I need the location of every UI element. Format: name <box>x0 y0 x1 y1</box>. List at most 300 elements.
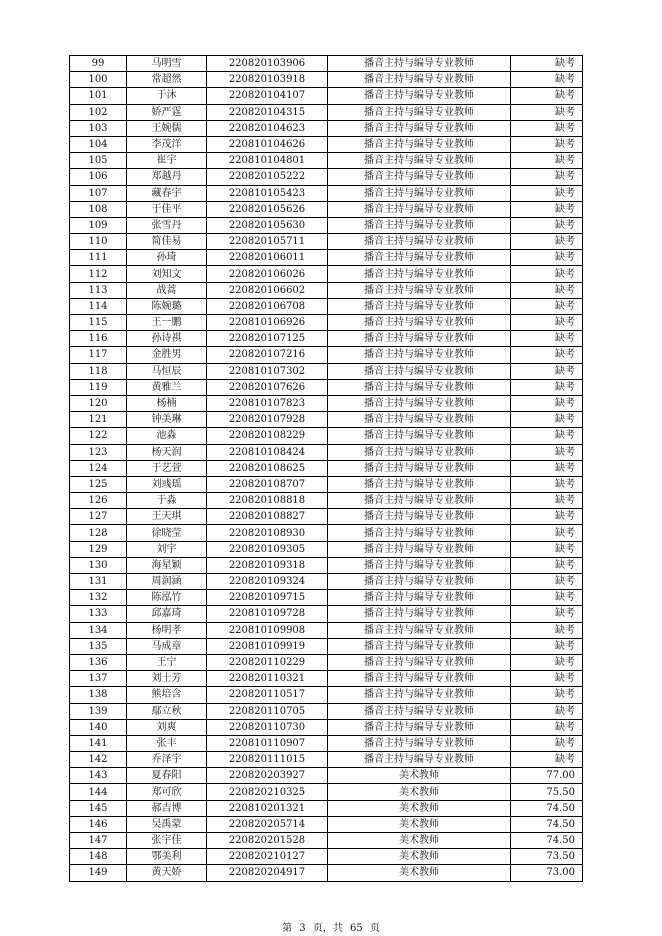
exam-result-cell: 缺考 <box>511 347 583 363</box>
exam-result-cell: 缺考 <box>511 153 583 169</box>
position-name-cell: 播音主持与编导专业教师 <box>328 185 511 201</box>
row-number-cell: 107 <box>70 185 127 201</box>
row-number-cell: 131 <box>70 574 127 590</box>
row-number-cell: 141 <box>70 735 127 751</box>
table-row <box>70 363 583 379</box>
position-name-cell: 播音主持与编导专业教师 <box>328 136 511 152</box>
row-number-cell: 100 <box>70 72 127 88</box>
exam-result-cell: 缺考 <box>511 574 583 590</box>
candidate-name-cell: 于沐 <box>127 88 207 104</box>
position-name-cell: 播音主持与编导专业教师 <box>328 752 511 768</box>
ticket-number-cell: 220820106026 <box>207 266 328 282</box>
ticket-number-cell: 220820109305 <box>207 541 328 557</box>
table-row <box>70 169 583 185</box>
row-number-cell: 134 <box>70 622 127 638</box>
position-name-cell: 播音主持与编导专业教师 <box>328 412 511 428</box>
exam-result-cell: 74.50 <box>511 800 583 816</box>
table-row <box>70 816 583 832</box>
exam-result-cell: 缺考 <box>511 266 583 282</box>
table-row <box>70 298 583 314</box>
exam-result-cell: 74.50 <box>511 816 583 832</box>
position-name-cell: 播音主持与编导专业教师 <box>328 363 511 379</box>
row-number-cell: 120 <box>70 395 127 411</box>
position-name-cell: 播音主持与编导专业教师 <box>328 574 511 590</box>
ticket-number-cell: 220820108625 <box>207 460 328 476</box>
ticket-number-cell: 220820201528 <box>207 833 328 849</box>
row-number-cell: 108 <box>70 201 127 217</box>
position-name-cell: 播音主持与编导专业教师 <box>328 315 511 331</box>
position-name-cell: 美术教师 <box>328 784 511 800</box>
exam-result-cell: 缺考 <box>511 88 583 104</box>
row-number-cell: 112 <box>70 266 127 282</box>
row-number-cell: 130 <box>70 557 127 573</box>
row-number-cell: 145 <box>70 800 127 816</box>
candidate-name-cell: 王婉儒 <box>127 120 207 136</box>
ticket-number-cell: 220820108827 <box>207 509 328 525</box>
position-name-cell: 播音主持与编导专业教师 <box>328 331 511 347</box>
ticket-number-cell: 220810201321 <box>207 800 328 816</box>
row-number-cell: 109 <box>70 217 127 233</box>
position-name-cell: 播音主持与编导专业教师 <box>328 735 511 751</box>
ticket-number-cell: 220820108229 <box>207 428 328 444</box>
results-table-body <box>70 56 583 882</box>
exam-result-cell: 缺考 <box>511 590 583 606</box>
table-row <box>70 444 583 460</box>
ticket-number-cell: 220820109715 <box>207 590 328 606</box>
position-name-cell: 播音主持与编导专业教师 <box>328 460 511 476</box>
table-row <box>70 331 583 347</box>
candidate-name-cell: 钟美琳 <box>127 412 207 428</box>
position-name-cell: 播音主持与编导专业教师 <box>328 298 511 314</box>
row-number-cell: 143 <box>70 768 127 784</box>
position-name-cell: 播音主持与编导专业教师 <box>328 703 511 719</box>
position-name-cell: 美术教师 <box>328 849 511 865</box>
exam-result-cell: 缺考 <box>511 703 583 719</box>
candidate-name-cell: 张丰 <box>127 735 207 751</box>
ticket-number-cell: 220820110517 <box>207 687 328 703</box>
row-number-cell: 123 <box>70 444 127 460</box>
position-name-cell: 美术教师 <box>328 865 511 881</box>
candidate-name-cell: 王天琪 <box>127 509 207 525</box>
ticket-number-cell: 220820109318 <box>207 557 328 573</box>
ticket-number-cell: 220820107216 <box>207 347 328 363</box>
candidate-name-cell: 海星颖 <box>127 557 207 573</box>
table-row <box>70 234 583 250</box>
ticket-number-cell: 220820103918 <box>207 72 328 88</box>
exam-result-cell: 缺考 <box>511 557 583 573</box>
table-row <box>70 541 583 557</box>
position-name-cell: 播音主持与编导专业教师 <box>328 622 511 638</box>
position-name-cell: 播音主持与编导专业教师 <box>328 476 511 492</box>
exam-result-cell: 缺考 <box>511 395 583 411</box>
position-name-cell: 美术教师 <box>328 768 511 784</box>
table-row <box>70 574 583 590</box>
position-name-cell: 播音主持与编导专业教师 <box>328 56 511 72</box>
ticket-number-cell: 220820109324 <box>207 574 328 590</box>
row-number-cell: 116 <box>70 331 127 347</box>
ticket-number-cell: 220810107302 <box>207 363 328 379</box>
exam-result-cell: 缺考 <box>511 104 583 120</box>
page-footer <box>0 919 662 934</box>
candidate-name-cell: 郑越丹 <box>127 169 207 185</box>
ticket-number-cell: 220820204917 <box>207 865 328 881</box>
row-number-cell: 103 <box>70 120 127 136</box>
candidate-name-cell: 刘彧瑶 <box>127 476 207 492</box>
ticket-number-cell: 220820108930 <box>207 525 328 541</box>
table-row <box>70 136 583 152</box>
position-name-cell: 播音主持与编导专业教师 <box>328 250 511 266</box>
candidate-name-cell: 金胜男 <box>127 347 207 363</box>
candidate-name-cell: 李茂洋 <box>127 136 207 152</box>
exam-result-cell: 缺考 <box>511 444 583 460</box>
candidate-name-cell: 刘爽 <box>127 719 207 735</box>
table-row <box>70 395 583 411</box>
exam-result-cell: 缺考 <box>511 234 583 250</box>
ticket-number-cell: 220820110730 <box>207 719 328 735</box>
exam-result-cell: 缺考 <box>511 687 583 703</box>
position-name-cell: 播音主持与编导专业教师 <box>328 557 511 573</box>
row-number-cell: 128 <box>70 525 127 541</box>
exam-result-cell: 缺考 <box>511 719 583 735</box>
table-row <box>70 687 583 703</box>
exam-result-cell: 缺考 <box>511 298 583 314</box>
row-number-cell: 133 <box>70 606 127 622</box>
ticket-number-cell: 220820107626 <box>207 379 328 395</box>
row-number-cell: 132 <box>70 590 127 606</box>
ticket-number-cell: 220820107125 <box>207 331 328 347</box>
candidate-name-cell: 于淼 <box>127 493 207 509</box>
candidate-name-cell: 孙琦 <box>127 250 207 266</box>
exam-result-cell: 缺考 <box>511 622 583 638</box>
position-name-cell: 播音主持与编导专业教师 <box>328 217 511 233</box>
ticket-number-cell: 220820106602 <box>207 282 328 298</box>
candidate-name-cell: 乔泽宇 <box>127 752 207 768</box>
exam-result-cell: 缺考 <box>511 136 583 152</box>
ticket-number-cell: 220820105626 <box>207 201 328 217</box>
table-row <box>70 752 583 768</box>
ticket-number-cell: 220810104626 <box>207 136 328 152</box>
row-number-cell: 118 <box>70 363 127 379</box>
table-row <box>70 509 583 525</box>
candidate-name-cell: 简佳易 <box>127 234 207 250</box>
candidate-name-cell: 郑可欣 <box>127 784 207 800</box>
row-number-cell: 125 <box>70 476 127 492</box>
row-number-cell: 149 <box>70 865 127 881</box>
row-number-cell: 129 <box>70 541 127 557</box>
row-number-cell: 122 <box>70 428 127 444</box>
ticket-number-cell: 220820210127 <box>207 849 328 865</box>
ticket-number-cell: 220820111015 <box>207 752 328 768</box>
ticket-number-cell: 220810105423 <box>207 185 328 201</box>
position-name-cell: 播音主持与编导专业教师 <box>328 379 511 395</box>
position-name-cell: 播音主持与编导专业教师 <box>328 282 511 298</box>
ticket-number-cell: 220810109728 <box>207 606 328 622</box>
candidate-name-cell: 徐晓莹 <box>127 525 207 541</box>
candidate-name-cell: 鄢立秋 <box>127 703 207 719</box>
ticket-number-cell: 220820105630 <box>207 217 328 233</box>
ticket-number-cell: 220810104801 <box>207 153 328 169</box>
position-name-cell: 播音主持与编导专业教师 <box>328 493 511 509</box>
exam-result-cell: 缺考 <box>511 460 583 476</box>
candidate-name-cell: 吴禹蒙 <box>127 816 207 832</box>
exam-result-cell: 缺考 <box>511 72 583 88</box>
candidate-name-cell: 张宇佳 <box>127 833 207 849</box>
position-name-cell: 美术教师 <box>328 800 511 816</box>
table-row <box>70 784 583 800</box>
row-number-cell: 148 <box>70 849 127 865</box>
table-row <box>70 185 583 201</box>
candidate-name-cell: 娇严霆 <box>127 104 207 120</box>
table-row <box>70 735 583 751</box>
row-number-cell: 106 <box>70 169 127 185</box>
position-name-cell: 播音主持与编导专业教师 <box>328 719 511 735</box>
table-row <box>70 153 583 169</box>
table-row <box>70 557 583 573</box>
position-name-cell: 播音主持与编导专业教师 <box>328 606 511 622</box>
table-row <box>70 590 583 606</box>
position-name-cell: 播音主持与编导专业教师 <box>328 525 511 541</box>
row-number-cell: 115 <box>70 315 127 331</box>
exam-result-cell: 缺考 <box>511 606 583 622</box>
candidate-name-cell: 陈泓竹 <box>127 590 207 606</box>
candidate-name-cell: 刘宇 <box>127 541 207 557</box>
row-number-cell: 104 <box>70 136 127 152</box>
table-row <box>70 347 583 363</box>
exam-result-cell: 75.50 <box>511 784 583 800</box>
row-number-cell: 139 <box>70 703 127 719</box>
footer-suffix: 页 <box>369 923 380 934</box>
candidate-name-cell: 马明雪 <box>127 56 207 72</box>
exam-result-cell: 缺考 <box>511 250 583 266</box>
exam-result-cell: 缺考 <box>511 363 583 379</box>
position-name-cell: 播音主持与编导专业教师 <box>328 88 511 104</box>
candidate-name-cell: 刘士芳 <box>127 671 207 687</box>
table-row <box>70 703 583 719</box>
ticket-number-cell: 220820105711 <box>207 234 328 250</box>
candidate-name-cell: 常超然 <box>127 72 207 88</box>
candidate-name-cell: 张雪丹 <box>127 217 207 233</box>
row-number-cell: 144 <box>70 784 127 800</box>
candidate-name-cell: 于佳平 <box>127 201 207 217</box>
table-row <box>70 379 583 395</box>
position-name-cell: 播音主持与编导专业教师 <box>328 234 511 250</box>
exam-result-cell: 缺考 <box>511 282 583 298</box>
row-number-cell: 135 <box>70 638 127 654</box>
position-name-cell: 播音主持与编导专业教师 <box>328 72 511 88</box>
ticket-number-cell: 220810107823 <box>207 395 328 411</box>
ticket-number-cell: 220820210325 <box>207 784 328 800</box>
position-name-cell: 播音主持与编导专业教师 <box>328 444 511 460</box>
table-row <box>70 217 583 233</box>
candidate-name-cell: 于艺萱 <box>127 460 207 476</box>
ticket-number-cell: 220820105222 <box>207 169 328 185</box>
position-name-cell: 播音主持与编导专业教师 <box>328 169 511 185</box>
exam-result-cell: 73.00 <box>511 865 583 881</box>
row-number-cell: 127 <box>70 509 127 525</box>
table-row <box>70 768 583 784</box>
table-row <box>70 201 583 217</box>
position-name-cell: 播音主持与编导专业教师 <box>328 687 511 703</box>
candidate-name-cell: 黄雅兰 <box>127 379 207 395</box>
ticket-number-cell: 220820110229 <box>207 654 328 670</box>
candidate-name-cell: 战蒿 <box>127 282 207 298</box>
exam-result-cell: 缺考 <box>511 412 583 428</box>
candidate-name-cell: 王宁 <box>127 654 207 670</box>
ticket-number-cell: 220820110705 <box>207 703 328 719</box>
ticket-number-cell: 220820108707 <box>207 476 328 492</box>
candidate-name-cell: 熊培含 <box>127 687 207 703</box>
table-row <box>70 525 583 541</box>
candidate-name-cell: 黄天娇 <box>127 865 207 881</box>
candidate-name-cell: 周润涵 <box>127 574 207 590</box>
ticket-number-cell: 220810109919 <box>207 638 328 654</box>
row-number-cell: 110 <box>70 234 127 250</box>
ticket-number-cell: 220820110321 <box>207 671 328 687</box>
table-row <box>70 72 583 88</box>
ticket-number-cell: 220820106708 <box>207 298 328 314</box>
row-number-cell: 117 <box>70 347 127 363</box>
position-name-cell: 播音主持与编导专业教师 <box>328 120 511 136</box>
table-row <box>70 104 583 120</box>
candidate-name-cell: 鄂美利 <box>127 849 207 865</box>
row-number-cell: 124 <box>70 460 127 476</box>
candidate-name-cell: 崔宇 <box>127 153 207 169</box>
table-row <box>70 250 583 266</box>
ticket-number-cell: 220820108818 <box>207 493 328 509</box>
exam-result-cell: 缺考 <box>511 476 583 492</box>
table-row <box>70 719 583 735</box>
table-row <box>70 622 583 638</box>
row-number-cell: 102 <box>70 104 127 120</box>
ticket-number-cell: 220820106011 <box>207 250 328 266</box>
ticket-number-cell: 220810110907 <box>207 735 328 751</box>
row-number-cell: 142 <box>70 752 127 768</box>
table-row <box>70 266 583 282</box>
ticket-number-cell: 220820203927 <box>207 768 328 784</box>
table-row <box>70 88 583 104</box>
row-number-cell: 138 <box>70 687 127 703</box>
exam-result-cell: 缺考 <box>511 752 583 768</box>
candidate-name-cell: 邱嘉琦 <box>127 606 207 622</box>
ticket-number-cell: 220810106926 <box>207 315 328 331</box>
table-row <box>70 671 583 687</box>
position-name-cell: 播音主持与编导专业教师 <box>328 638 511 654</box>
table-row <box>70 56 583 72</box>
row-number-cell: 111 <box>70 250 127 266</box>
position-name-cell: 播音主持与编导专业教师 <box>328 347 511 363</box>
row-number-cell: 136 <box>70 654 127 670</box>
candidate-name-cell: 郝吉博 <box>127 800 207 816</box>
exam-result-cell: 缺考 <box>511 217 583 233</box>
results-table <box>69 55 583 882</box>
exam-result-cell: 缺考 <box>511 638 583 654</box>
exam-result-cell: 缺考 <box>511 169 583 185</box>
row-number-cell: 137 <box>70 671 127 687</box>
table-row <box>70 638 583 654</box>
table-row <box>70 282 583 298</box>
ticket-number-cell: 220820107928 <box>207 412 328 428</box>
exam-result-cell: 73.50 <box>511 849 583 865</box>
exam-result-cell: 缺考 <box>511 56 583 72</box>
exam-result-cell: 缺考 <box>511 428 583 444</box>
table-row <box>70 800 583 816</box>
position-name-cell: 美术教师 <box>328 816 511 832</box>
row-number-cell: 126 <box>70 493 127 509</box>
candidate-name-cell: 杨楠 <box>127 395 207 411</box>
row-number-cell: 114 <box>70 298 127 314</box>
exam-result-cell: 缺考 <box>511 671 583 687</box>
row-number-cell: 113 <box>70 282 127 298</box>
table-row <box>70 493 583 509</box>
table-row <box>70 654 583 670</box>
position-name-cell: 播音主持与编导专业教师 <box>328 153 511 169</box>
table-row <box>70 460 583 476</box>
table-row <box>70 865 583 881</box>
candidate-name-cell: 夏春阳 <box>127 768 207 784</box>
exam-result-cell: 缺考 <box>511 379 583 395</box>
ticket-number-cell: 220810109908 <box>207 622 328 638</box>
row-number-cell: 119 <box>70 379 127 395</box>
candidate-name-cell: 藏春宇 <box>127 185 207 201</box>
candidate-name-cell: 王一鹏 <box>127 315 207 331</box>
current-page-number: 3 <box>299 923 306 934</box>
table-row <box>70 606 583 622</box>
position-name-cell: 播音主持与编导专业教师 <box>328 509 511 525</box>
total-page-count: 65 <box>350 923 363 934</box>
ticket-number-cell: 220820103906 <box>207 56 328 72</box>
exam-result-cell: 缺考 <box>511 525 583 541</box>
candidate-name-cell: 陈婉璐 <box>127 298 207 314</box>
table-row <box>70 412 583 428</box>
row-number-cell: 101 <box>70 88 127 104</box>
exam-result-cell: 74.50 <box>511 833 583 849</box>
ticket-number-cell: 220820104107 <box>207 88 328 104</box>
table-row <box>70 428 583 444</box>
candidate-name-cell: 马恒辰 <box>127 363 207 379</box>
candidate-name-cell: 马成章 <box>127 638 207 654</box>
table-row <box>70 849 583 865</box>
candidate-name-cell: 刘知文 <box>127 266 207 282</box>
exam-result-cell: 缺考 <box>511 120 583 136</box>
row-number-cell: 146 <box>70 816 127 832</box>
candidate-name-cell: 杨明孝 <box>127 622 207 638</box>
exam-result-cell: 缺考 <box>511 654 583 670</box>
candidate-name-cell: 池淼 <box>127 428 207 444</box>
ticket-number-cell: 220820205714 <box>207 816 328 832</box>
position-name-cell: 播音主持与编导专业教师 <box>328 266 511 282</box>
candidate-name-cell: 孙诗祺 <box>127 331 207 347</box>
exam-result-cell: 缺考 <box>511 315 583 331</box>
position-name-cell: 播音主持与编导专业教师 <box>328 395 511 411</box>
exam-result-cell: 缺考 <box>511 735 583 751</box>
exam-result-cell: 缺考 <box>511 493 583 509</box>
position-name-cell: 播音主持与编导专业教师 <box>328 541 511 557</box>
position-name-cell: 播音主持与编导专业教师 <box>328 590 511 606</box>
exam-result-cell: 缺考 <box>511 509 583 525</box>
position-name-cell: 播音主持与编导专业教师 <box>328 104 511 120</box>
table-row <box>70 120 583 136</box>
table-row <box>70 315 583 331</box>
exam-result-cell: 缺考 <box>511 541 583 557</box>
ticket-number-cell: 220820104315 <box>207 104 328 120</box>
position-name-cell: 播音主持与编导专业教师 <box>328 671 511 687</box>
row-number-cell: 105 <box>70 153 127 169</box>
row-number-cell: 99 <box>70 56 127 72</box>
position-name-cell: 播音主持与编导专业教师 <box>328 428 511 444</box>
position-name-cell: 播音主持与编导专业教师 <box>328 201 511 217</box>
row-number-cell: 121 <box>70 412 127 428</box>
candidate-name-cell: 杨天润 <box>127 444 207 460</box>
